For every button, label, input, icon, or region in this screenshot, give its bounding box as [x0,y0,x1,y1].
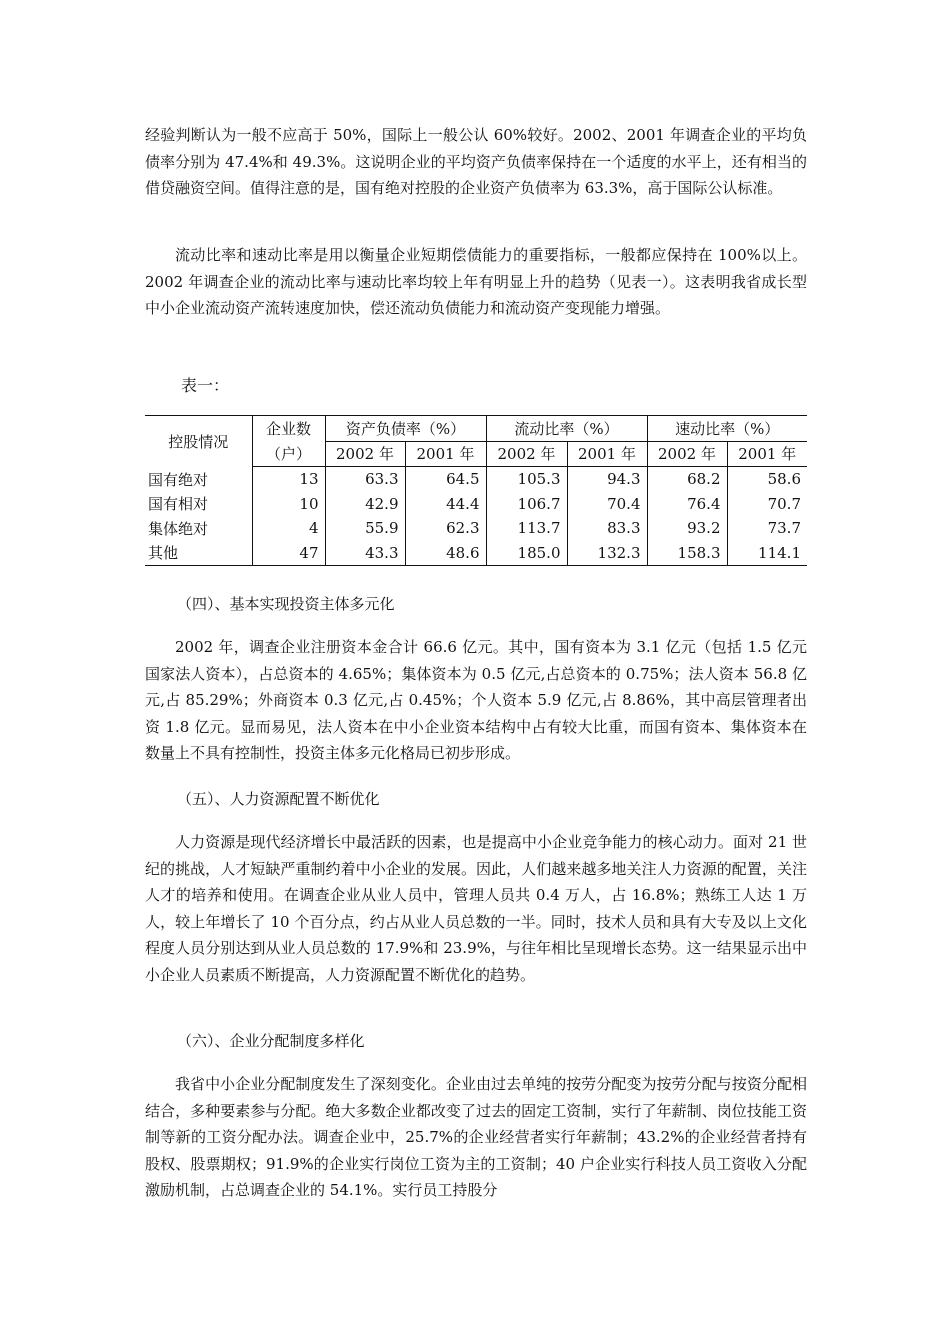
header-year-2001: 2001 年 [567,441,647,467]
row-label: 其他 [145,541,252,566]
header-year-2001: 2001 年 [727,441,807,467]
cell-quick-2002: 93.2 [647,516,727,541]
paragraph-capital-structure: 2002 年，调查企业注册资本金合计 66.6 亿元。其中，国有资本为 3.1 亿元（包括 1.5 亿元国家法人资本），占总资本的 4.65%；集体资本为 0.5 亿元,占总资本的 0.75%；法人资本 56.8 亿元,占 85.29%；外商资本 0.3 亿元,占 0.45%；个人资本 5.9 亿元,占 8.86%，其中高层管理者出资 1.8 亿元。显而易见，法人资本在中小企业资本结构中占有较大比重，而国有资本、集体资本在数量上不具有控制性，投资主体多元化格局已初步形成。 [145,638,807,762]
cell-quick-2002: 76.4 [647,492,727,517]
row-label: 国有绝对 [148,470,209,489]
cell-current-2001: 83.3 [567,516,647,541]
cell-current-2001: 132.3 [567,541,647,566]
table-row [145,516,807,541]
paragraph-human-resources: 人力资源是现代经济增长中最活跃的因素，也是提高中小企业竞争能力的核心动力。面对 21 世纪的挑战，人才短缺严重制约着中小企业的发展。因此，人们越来越多地关注人力资源的配置，关注人才的培养和使用。在调查企业从业人员中，管理人员共 0.4 万人，占 16.8%；熟练工人达 1 万人，较上年增长了 10 个百分点，约占从业人员总数的一半。同时，技术人员和具有大专及以上文化程度人员分别达到从业人员总数的 17.9%和 23.9%，与往年相比呈现增长态势。这一结果显示出中小企业人员素质不断提高，人力资源配置不断优化的趋势。 [145,833,807,984]
section-heading-distribution: （六）、企业分配制度多样化 [177,1032,365,1050]
header-holding: 控股情况 [145,416,252,467]
cell-quick-2001: 58.6 [727,467,807,492]
cell-current-2002: 113.7 [486,516,567,541]
cell-current-2001: 70.4 [567,492,647,517]
cell-count: 47 [252,541,325,566]
cell-debt-2001: 44.4 [405,492,486,517]
header-year-2002: 2002 年 [647,441,727,467]
cell-debt-2002: 55.9 [325,516,405,541]
header-quick-ratio: 速动比率（%） [647,416,807,442]
header-year-2001: 2001 年 [405,441,486,467]
table-row [145,541,807,566]
cell-current-2002: 105.3 [486,467,567,492]
cell-debt-2002: 63.3 [325,467,405,492]
cell-quick-2002: 158.3 [647,541,727,566]
paragraph-debt-ratio: 经验判断认为一般不应高于 50%，国际上一般公认 60%较好。2002、2001 年调查企业的平均负债率分别为 47.4%和 49.3%。这说明企业的平均资产负债率保持在一个适度的水平上，还有相当的借贷融资空间。值得注意的是，国有绝对控股的企业资产负债率为 63.3%，高于国际公认标准。 [145,126,807,197]
section-heading-human-resources: （五）、人力资源配置不断优化 [177,790,380,808]
table-caption: 表一： [181,376,230,395]
cell-debt-2001: 48.6 [405,541,486,566]
row-label: 集体绝对 [148,519,209,538]
header-current-ratio: 流动比率（%） [486,416,647,442]
cell-count: 10 [252,492,325,517]
cell-current-2002: 106.7 [486,492,567,517]
paragraph-liquidity-ratio: 流动比率和速动比率是用以衡量企业短期偿债能力的重要指标，一般都应保持在 100%以上。2002 年调查企业的流动比率与速动比率均较上年有明显上升的趋势（见表一）。这表明我省成长型中小企业流动资产流转速度加快，偿还流动负债能力和流动资产变现能力增强。 [145,246,807,317]
header-debt-ratio: 资产负债率（%） [325,416,486,442]
table-row [145,467,807,492]
cell-quick-2001: 70.7 [727,492,807,517]
row-label: 国有相对 [148,495,209,514]
cell-current-2001: 94.3 [567,467,647,492]
header-count-line1: 企业数 [252,416,325,442]
paragraph-distribution: 我省中小企业分配制度发生了深刻变化。企业由过去单纯的按劳分配变为按劳分配与按资分配相结合，多种要素参与分配。绝大多数企业都改变了过去的固定工资制，实行了年薪制、岗位技能工资制等新的工资分配办法。调查企业中，25.7%的企业经营者实行年薪制；43.2%的企业经营者持有股权、股票期权；91.9%的企业实行岗位工资为主的工资制；40 户企业实行科技人员工资收入分配激励机制，占总调查企业的 54.1%。实行员工持股分 [145,1075,807,1199]
cell-current-2002: 185.0 [486,541,567,566]
section-heading-investment: （四）、基本实现投资主体多元化 [177,595,395,613]
cell-debt-2002: 43.3 [325,541,405,566]
table-row [145,492,807,517]
cell-quick-2002: 68.2 [647,467,727,492]
cell-count: 4 [252,516,325,541]
cell-quick-2001: 114.1 [727,541,807,566]
header-year-2002: 2002 年 [486,441,567,467]
cell-debt-2002: 42.9 [325,492,405,517]
header-year-2002: 2002 年 [325,441,405,467]
cell-debt-2001: 62.3 [405,516,486,541]
cell-quick-2001: 73.7 [727,516,807,541]
header-count-line2: （户） [252,441,325,467]
cell-debt-2001: 64.5 [405,467,486,492]
ratio-table [145,415,807,566]
cell-count: 13 [252,467,325,492]
